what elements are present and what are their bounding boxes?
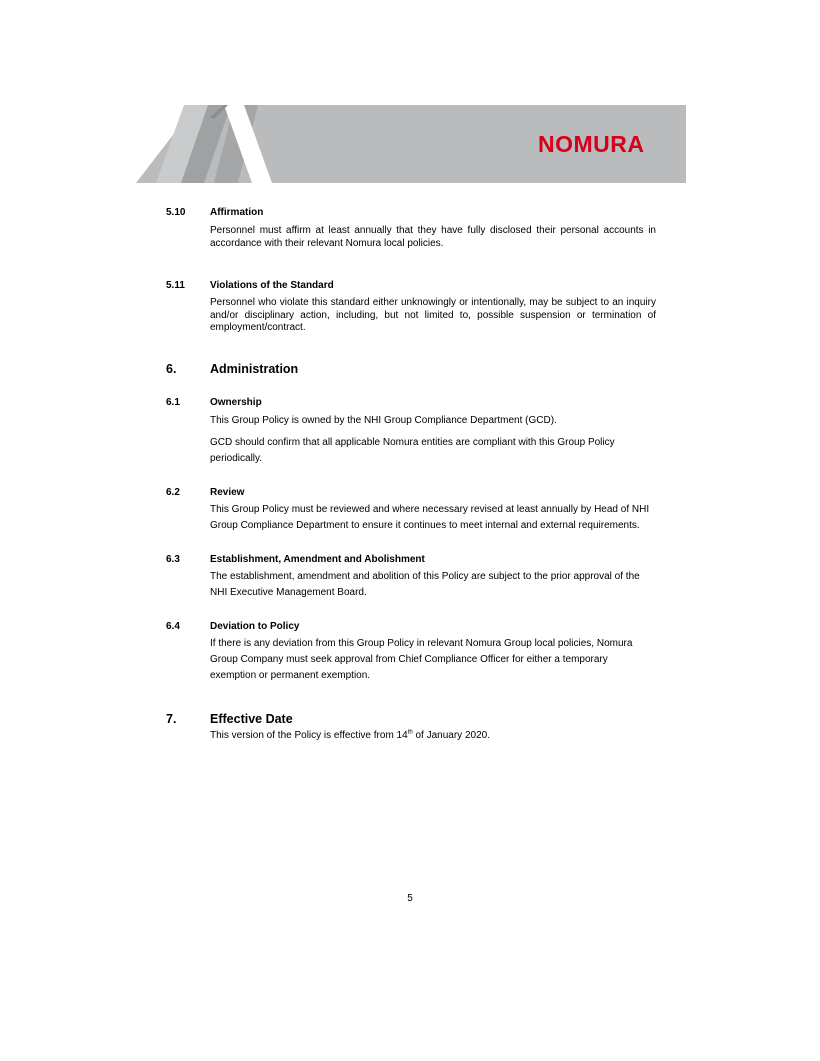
section-title: Establishment, Amendment and Abolishment [210, 554, 425, 565]
section-text-6-1-a: This Group Policy is owned by the NHI Group Compliance Department (GCD). [210, 415, 557, 426]
section-title: Administration [210, 362, 299, 376]
section-title: Violations of the Standard [210, 280, 334, 291]
section-title: Affirmation [210, 207, 264, 218]
section-number: 5.10 [166, 207, 186, 218]
ordinal-suffix: th [407, 729, 413, 736]
section-number: 5.11 [166, 280, 185, 291]
section-number: 6.2 [166, 487, 180, 498]
section-number: 6.3 [166, 554, 180, 565]
section-number: 6. [166, 362, 177, 376]
section-number: 6.4 [166, 621, 180, 632]
section-text-5-11: Personnel who violate this standard either unknowingly or intentionally, may be subject to an inquiry and/or disciplinary action, including, but not limited to, possible suspension or termination of employment/contract. [210, 297, 656, 334]
section-title: Effective Date [210, 712, 293, 726]
section-title: Deviation to Policy [210, 621, 300, 632]
section-title: Ownership [210, 397, 262, 408]
effective-date-text-end: of January 2020. [412, 730, 490, 741]
section-text-6-2: This Group Policy must be reviewed and where necessary revised at least annually by Head of NHI Group Compliance Department to ensure it continues to meet internal and external requirements. [210, 504, 650, 531]
section-text-6-3: The establishment, amendment and abolition of this Policy are subject to the prior approval of the NHI Executive Management Board. [210, 571, 640, 598]
page-number: 5 [407, 893, 413, 904]
nomura-logo: NOMURA [538, 131, 645, 157]
section-number: 6.1 [166, 397, 180, 408]
section-text-5-10: Personnel must affirm at least annually that they have fully disclosed their personal accounts in accordance with their relevant Nomura local policies. [210, 225, 656, 249]
section-text-7 [210, 730, 656, 743]
effective-date-text: This version of the Policy is effective from 14 [210, 730, 408, 741]
section-text-6-1-b: GCD should confirm that all applicable Nomura entities are compliant with this Group Policy periodically. [210, 437, 615, 464]
section-number: 7. [166, 712, 177, 726]
section-text-6-4: If there is any deviation from this Group Policy in relevant Nomura Group local policies, Nomura Group Company must seek approval from Chief Compliance Officer for either a temporary exemption or permanent exemption. [210, 638, 633, 681]
section-title: Review [210, 487, 245, 498]
